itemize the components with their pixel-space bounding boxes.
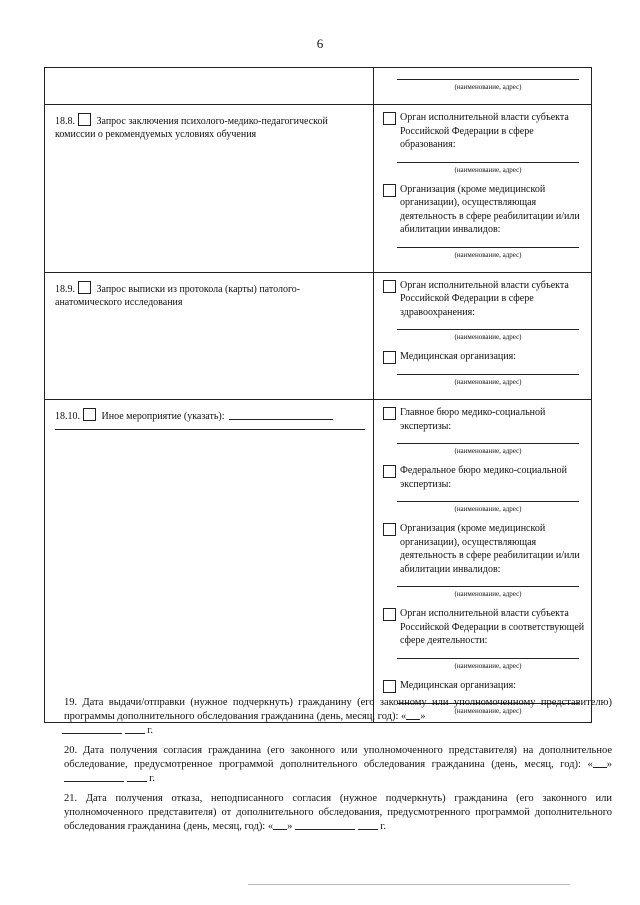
request-checkbox[interactable] bbox=[78, 113, 91, 126]
request-checkbox[interactable] bbox=[83, 408, 96, 421]
option-item bbox=[383, 111, 585, 152]
table-row bbox=[45, 105, 592, 273]
paragraph-19 bbox=[64, 696, 612, 738]
footer-rule bbox=[248, 884, 570, 885]
address-line[interactable] bbox=[397, 443, 579, 444]
month-field[interactable] bbox=[295, 829, 355, 830]
quote-mark: » bbox=[287, 821, 293, 832]
option-checkbox[interactable] bbox=[383, 280, 396, 293]
address-line[interactable] bbox=[397, 329, 579, 330]
year-field[interactable] bbox=[127, 781, 147, 782]
year-suffix: г. bbox=[380, 821, 386, 832]
paragraph-21 bbox=[64, 792, 612, 834]
address-caption: (наименование, адрес) bbox=[454, 250, 522, 259]
option-checkbox[interactable] bbox=[383, 680, 396, 693]
item-number: 18.10. bbox=[55, 411, 80, 422]
request-text: Запрос заключения психолого-медико-педагогической комиссии о рекомендуемых условиях обучения bbox=[55, 116, 328, 140]
option-checkbox[interactable] bbox=[383, 112, 396, 125]
address-caption: (наименование, адрес) bbox=[454, 165, 522, 174]
address-caption: (наименование, адрес) bbox=[454, 378, 522, 386]
quote-mark: » bbox=[606, 759, 612, 770]
options-cell bbox=[374, 400, 592, 723]
address-line[interactable] bbox=[397, 79, 579, 80]
address-caption: (наименование, адрес) bbox=[454, 706, 522, 715]
option-item bbox=[383, 522, 585, 576]
address-caption: (наименование, адрес) bbox=[454, 447, 522, 455]
request-table bbox=[44, 67, 592, 723]
table-row bbox=[45, 272, 592, 400]
request-cell bbox=[45, 68, 374, 105]
option-item bbox=[383, 279, 585, 320]
table-row bbox=[45, 400, 592, 723]
option-label: Орган исполнительной власти субъекта Российской Федерации в сфере образования: bbox=[400, 112, 569, 150]
option-checkbox[interactable] bbox=[383, 608, 396, 621]
option-label: Федеральное бюро медико-социальной экспертизы: bbox=[400, 465, 567, 490]
specify-field[interactable] bbox=[229, 419, 333, 420]
request-text: Иное мероприятие (указать): bbox=[101, 411, 225, 422]
option-checkbox[interactable] bbox=[383, 407, 396, 420]
year-suffix: г. bbox=[147, 725, 153, 736]
options-cell bbox=[374, 68, 592, 105]
address-caption: (наименование, адрес) bbox=[454, 590, 522, 598]
address-line[interactable] bbox=[397, 162, 579, 163]
month-field[interactable] bbox=[62, 733, 122, 734]
option-checkbox[interactable] bbox=[383, 523, 396, 536]
request-cell bbox=[45, 400, 374, 723]
item-number: 18.8. bbox=[55, 116, 75, 127]
request-text: Запрос выписки из протокола (карты) патолого-анатомического исследования bbox=[55, 283, 301, 308]
paragraph-text: 20. Дата получения согласия гражданина (его законного или уполномоченного представителя) на дополнительное обследование, предусмотренное программой дополнительного обследования гражданина (день, месяц, год): « bbox=[64, 745, 612, 770]
month-field[interactable] bbox=[64, 781, 124, 782]
address-line[interactable] bbox=[397, 658, 579, 659]
address-caption: (наименование, адрес) bbox=[454, 83, 522, 91]
option-item bbox=[383, 350, 585, 364]
address-caption: (наименование, адрес) bbox=[454, 333, 522, 341]
paragraph-text: 21. Дата получения отказа, неподписанного согласия (нужное подчеркнуть) гражданина (его законного или уполномоченного представителя) от дополнительного обследования, предусмотренного программой дополнительного обследования гражданина (день, месяц, год): « bbox=[64, 793, 612, 832]
option-checkbox[interactable] bbox=[383, 184, 396, 197]
day-field[interactable] bbox=[273, 829, 287, 830]
table-row bbox=[45, 68, 592, 105]
day-field[interactable] bbox=[406, 719, 420, 720]
paragraph-text: 19. Дата выдачи/отправки (нужное подчеркнуть) гражданину (его законному или уполномоченному представителю) программы дополнительного обследования гражданина (день, месяц, год): « bbox=[64, 697, 612, 722]
page-number: 6 bbox=[316, 36, 324, 51]
option-label: Организация (кроме медицинской организации), осуществляющая деятельность в сфере реабилитации и/или абилитации инвалидов: bbox=[400, 523, 580, 575]
year-suffix: г. bbox=[149, 773, 155, 784]
item-number: 18.9. bbox=[55, 283, 75, 295]
option-label: Главное бюро медико-социальной экспертизы: bbox=[400, 407, 546, 432]
option-item bbox=[383, 679, 585, 693]
option-label: Организация (кроме медицинской организации), осуществляющая деятельность в сфере реабилитации и/или абилитации инвалидов: bbox=[400, 183, 580, 235]
option-item bbox=[383, 607, 585, 648]
year-field[interactable] bbox=[358, 829, 378, 830]
address-caption: (наименование, адрес) bbox=[454, 661, 522, 670]
address-line[interactable] bbox=[397, 586, 579, 587]
options-cell bbox=[374, 272, 592, 400]
option-checkbox[interactable] bbox=[383, 351, 396, 364]
address-line[interactable] bbox=[397, 247, 579, 248]
day-field[interactable] bbox=[593, 767, 607, 768]
address-line[interactable] bbox=[397, 501, 579, 502]
request-checkbox[interactable] bbox=[78, 281, 91, 294]
request-cell bbox=[45, 272, 374, 400]
specify-line[interactable] bbox=[55, 429, 365, 430]
options-cell bbox=[374, 105, 592, 273]
option-label: Медицинская организация: bbox=[400, 351, 516, 362]
quote-mark: » bbox=[420, 711, 426, 722]
option-checkbox[interactable] bbox=[383, 465, 396, 478]
option-item bbox=[383, 464, 585, 491]
option-item bbox=[383, 406, 585, 433]
paragraph-20 bbox=[64, 744, 612, 786]
option-label: Орган исполнительной власти субъекта Российской Федерации в сфере здравоохранения: bbox=[400, 279, 569, 318]
address-caption: (наименование, адрес) bbox=[454, 505, 522, 513]
option-label: Медицинская организация: bbox=[400, 679, 516, 691]
address-line[interactable] bbox=[397, 374, 579, 375]
option-item bbox=[383, 183, 585, 237]
year-field[interactable] bbox=[125, 733, 145, 734]
request-cell bbox=[45, 105, 374, 273]
option-label: Орган исполнительной власти субъекта Российской Федерации в соответствующей сфере деятельности: bbox=[400, 608, 585, 646]
